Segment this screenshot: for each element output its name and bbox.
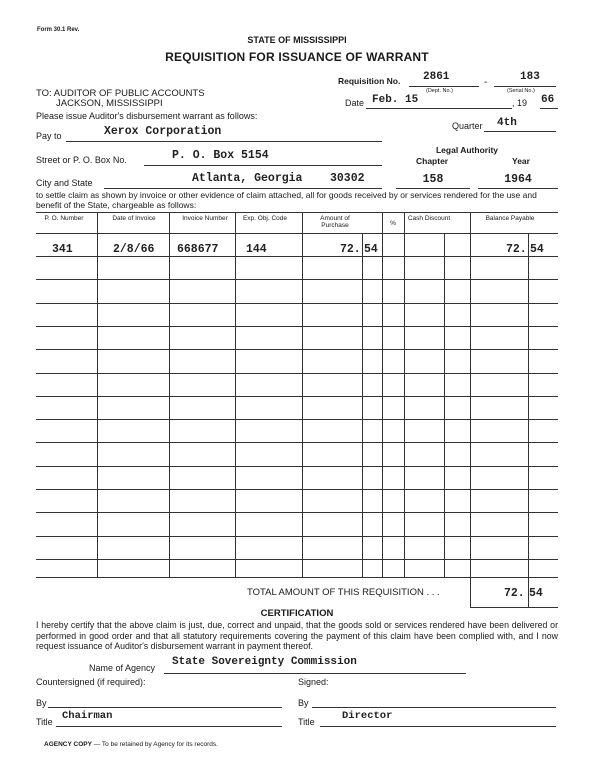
header-date-of-invoice: Date of Invoice <box>112 215 156 222</box>
page-title: REQUISITION FOR ISSUANCE OF WARRANT <box>165 50 429 64</box>
agency-field[interactable]: State Sovereignty Commission <box>172 656 357 668</box>
dept-no-field[interactable]: 2861 <box>423 71 450 83</box>
col-line-2 <box>169 212 170 577</box>
legal-authority-label: Legal Authority <box>435 145 499 155</box>
left-title-label: Title <box>36 717 53 727</box>
total-box-left <box>470 577 471 607</box>
total-label: TOTAL AMOUNT OF THIS REQUISITION . . . <box>247 587 440 598</box>
header-po-number: P. O. Number <box>44 215 84 222</box>
right-by-label: By <box>298 698 309 708</box>
claim-text: to settle claim as shown by invoice or other evidence of claim attached, all for goods received by or services rendered for the use and benefit of the State, chargeable as follows: <box>36 190 537 210</box>
header-amount-of-purchase: Amount of Purchase <box>320 215 350 229</box>
right-by-line[interactable] <box>312 707 556 708</box>
table-row-line <box>36 489 558 490</box>
instruction-text: Please issue Auditor's disbursement warrant as follows: <box>36 111 258 121</box>
quarter-label: Quarter <box>452 121 483 131</box>
col-line-8 <box>470 212 471 577</box>
table-row-line <box>36 442 558 443</box>
signed-label: Signed: <box>298 677 329 687</box>
table-row-line <box>36 536 558 537</box>
col-line-4 <box>302 212 303 577</box>
serial-no-field[interactable]: 183 <box>520 71 540 83</box>
total-cents[interactable]: 54 <box>529 587 543 600</box>
date-label: Date <box>345 98 365 108</box>
serial-no-caption: (Serial No.) <box>507 88 535 94</box>
row1-date-of-invoice[interactable]: 2/8/66 <box>113 243 155 256</box>
year-field[interactable]: 66 <box>541 94 555 106</box>
date-field[interactable]: Feb. 15 <box>372 94 419 106</box>
col-line-9 <box>528 233 529 607</box>
street-field[interactable]: P. O. Box 5154 <box>172 149 269 162</box>
footer-agency-copy: AGENCY COPY <box>44 741 92 748</box>
quarter-field[interactable]: 4th <box>497 117 517 129</box>
col-line-1 <box>97 212 98 577</box>
col-line-6 <box>404 212 405 577</box>
city-field[interactable]: Atlanta, Georgia <box>192 172 303 185</box>
row1-invoice-number[interactable]: 668677 <box>177 243 219 256</box>
footer-note <box>44 741 218 748</box>
table-row-line <box>36 419 558 420</box>
col-line-amount-cents <box>362 233 363 577</box>
table-row-line <box>36 559 558 560</box>
chapter-field[interactable]: 158 <box>422 173 444 186</box>
pay-to-field[interactable]: Xerox Corporation <box>104 125 222 138</box>
col-line-3 <box>235 212 236 577</box>
city-label: City and State <box>36 178 93 188</box>
header-cash-discount: Cash Discount <box>407 215 451 222</box>
agency-label: Name of Agency <box>89 663 156 673</box>
row1-amount-cents[interactable]: 54 <box>364 243 378 256</box>
right-title-field[interactable]: Director <box>342 710 393 722</box>
left-by-line[interactable] <box>48 707 282 708</box>
header-exp-obj-code: Exp. Obj. Code <box>242 215 288 222</box>
requisition-dash: - <box>484 77 488 88</box>
certification-body: I hereby certify that the above claim is just, due, correct and unpaid, that the goods sold or services rendered have been delivered or performed in good order and that all statutory requirements covering the payment of this claim have been complied with, and I now request issuance of Auditor's disbursement warrant in payment thereof. <box>36 620 558 651</box>
col-line-7 <box>444 233 445 577</box>
table-header-border <box>36 233 558 234</box>
row1-po-number[interactable]: 341 <box>52 243 73 256</box>
table-row-line <box>36 279 558 280</box>
left-title-line <box>56 726 282 727</box>
right-title-line <box>320 726 556 727</box>
row1-amount-dollars[interactable]: 72. <box>340 243 361 256</box>
table-row-line <box>36 256 558 257</box>
header-invoice-number: Invoice Number <box>182 215 228 222</box>
certification-title: CERTIFICATION <box>260 608 334 619</box>
row1-balance-dollars[interactable]: 72. <box>506 243 527 256</box>
legal-year-label: Year <box>512 156 530 166</box>
table-row-line <box>36 396 558 397</box>
table-row-line <box>36 512 558 513</box>
table-top-border <box>36 212 558 213</box>
auditor-line: TO: AUDITOR OF PUBLIC ACCOUNTS <box>36 88 205 99</box>
pay-to-label: Pay to <box>36 131 62 141</box>
table-row-line <box>36 349 558 350</box>
table-row-line <box>36 373 558 374</box>
left-title-field[interactable]: Chairman <box>62 710 113 722</box>
year-prefix: , 19 <box>512 98 528 108</box>
requisition-label: Requisition No. <box>338 76 401 86</box>
row1-balance-cents[interactable]: 54 <box>530 243 544 256</box>
jackson-line: JACKSON, MISSISSIPPI <box>56 98 163 109</box>
table-bottom-border <box>36 577 558 578</box>
countersigned-label: Countersigned (if required): <box>36 677 146 687</box>
state-heading: STATE OF MISSISSIPPI <box>247 35 347 45</box>
agency-line <box>164 673 466 674</box>
footer-retained-text: — To be retained by Agency for its records. <box>93 741 218 748</box>
table-row-line <box>36 303 558 304</box>
zip-field[interactable]: 30302 <box>330 172 365 185</box>
form-number: Form 30.1 Rev. <box>37 27 80 33</box>
table-row-line <box>36 326 558 327</box>
dept-no-caption: (Dept. No.) <box>426 88 453 94</box>
col-line-5 <box>382 212 383 577</box>
street-label: Street or P. O. Box No. <box>36 155 127 165</box>
right-title-label: Title <box>298 717 315 727</box>
total-dollars[interactable]: 72. <box>504 587 525 600</box>
row1-exp-obj-code[interactable]: 144 <box>246 243 267 256</box>
header-balance-payable: Balance Payable <box>485 215 535 222</box>
table-row-line <box>36 466 558 467</box>
chapter-label: Chapter <box>416 156 449 166</box>
header-percent: % <box>390 220 396 227</box>
left-by-label: By <box>36 698 47 708</box>
legal-year-field[interactable]: 1964 <box>504 173 532 186</box>
